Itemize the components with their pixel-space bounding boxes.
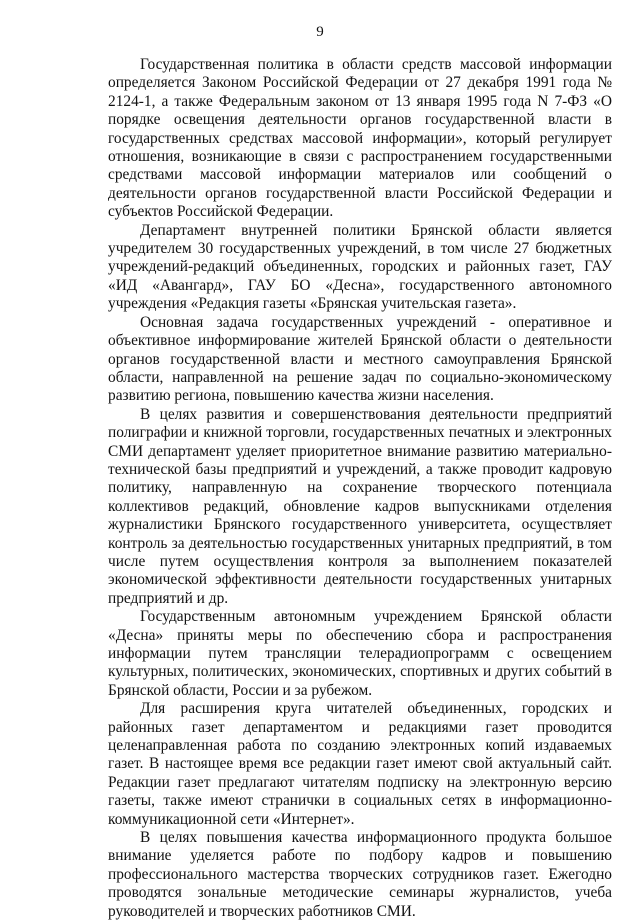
paragraph-staff-training: В целях повышения качества информационного продукта большое внимание уделяется работе по подбору кадров и повышению профессионального мастерства творческих сотрудников газет. Ежегодно проводятся зональные методические семинары журналистов, учеба руководителей и творческих работников СМИ.	[108, 829, 612, 920]
paragraph-state-media-policy: Государственная политика в области средств массовой информации определяется Законом Российской Федерации от 27 декабря 1991 года № 2124-1, а также Федеральным законом от 13 января 1995 года N 7-ФЗ «О порядке освещения деятельности органов государственной власти в государственных средствах массовой информации», который регулирует отношения, возникающие в связи с распространением государственными средствами массовой информации материалов или сообщений о деятельности органов государственной власти Российской Федерации и субъектов Российской Федерации.	[108, 56, 612, 221]
paragraph-main-task: Основная задача государственных учреждений - оперативное и объективное информирование жителей Брянской области о деятельности органов государственной власти и местного самоуправления Брянской области, направленной на решение задач по социально-экономическому развитию региона, повышению качества жизни населения.	[108, 313, 612, 405]
paragraph-development-goals: В целях развития и совершенствования деятельности предприятий полиграфии и книжной торговли, государственных печатных и электронных СМИ департамент уделяет приоритетное внимание развитию материально-технической базы предприятий и учреждений, а также проводит кадровую политику, направленную на сохранение творческого потенциала коллективов редакций, обновление кадров выпускниками отделения журналистики Брянского государственного университета, осуществляет контроль за деятельностью государственных унитарных предприятий, в том числе путем осуществления контроля за выполнением показателей экономической эффективности деятельности государственных унитарных предприятий и др.	[108, 405, 612, 607]
paragraph-desna-broadcasting: Государственным автономным учреждением Брянской области «Десна» приняты меры по обеспечению сбора и распространения информации путем трансляции телерадиопрограмм с освещением культурных, политических, экономических, спортивных и других событий в Брянской области, России и за рубежом.	[108, 608, 612, 699]
paragraph-electronic-copies: Для расширения круга читателей объединенных, городских и районных газет департаментом и редакциями газет проводится целенаправленная работа по созданию электронных копий издаваемых газет. В настоящее время все редакции газет имеют свой актуальный сайт. Редакции газет предлагают читателям подписку на электронную версию газеты, также имеют странички в социальных сетях в информационно-коммуникационной сети «Интернет».	[108, 700, 612, 828]
document-body	[108, 56, 612, 921]
page-number: 9	[316, 24, 324, 40]
paragraph-department-founder: Департамент внутренней политики Брянской области является учредителем 30 государственных учреждений, в том числе 27 бюджетных учреждений-редакций объединенных, городских и районных газет, ГАУ «ИД «Авангард», ГАУ БО «Десна», государственного автономного учреждения «Редакция газеты «Брянская учительская газета».	[108, 221, 612, 313]
